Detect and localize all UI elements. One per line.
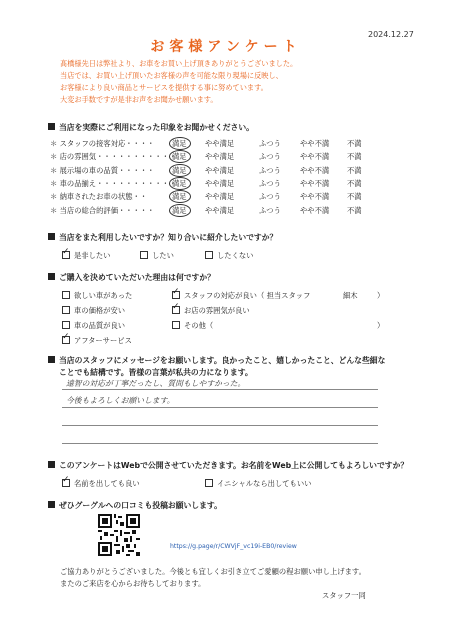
q3-staff-name: 細木 xyxy=(343,291,358,300)
rating-option[interactable]: やや満足 xyxy=(205,152,235,162)
asterisk-icon: ＊ xyxy=(50,192,60,202)
rating-option[interactable]: 不満 xyxy=(347,165,362,175)
square-bullet-icon xyxy=(48,273,55,280)
rating-row-label: 展示場の車の品質・・・・・ xyxy=(59,165,155,175)
rating-option[interactable]: やや不満 xyxy=(300,192,330,202)
selected-circle-icon xyxy=(169,150,191,163)
checkbox-icon[interactable] xyxy=(205,479,213,487)
q5-option-1[interactable]: ✓名前を出しても良い xyxy=(62,479,140,489)
q3-left-option-3[interactable]: 車の品質が良い xyxy=(62,321,125,331)
message-line-2 xyxy=(62,407,378,408)
rating-option[interactable]: 満足 xyxy=(172,152,187,162)
q3-left-option-1[interactable]: 欲しい車があった xyxy=(62,291,132,301)
asterisk-icon: ＊ xyxy=(50,139,60,148)
q3-right-option-3[interactable]: その他（ xyxy=(172,321,213,331)
rating-option[interactable]: やや満足 xyxy=(205,139,235,148)
rating-option[interactable]: やや満足 xyxy=(205,165,235,175)
rating-option[interactable]: ふつう xyxy=(259,192,281,202)
rating-row-2 xyxy=(50,152,176,162)
rating-row-label: 当店の総合的評価・・・・・ xyxy=(59,205,155,215)
q1-heading: 当店を実際にご利用になった印象をお聞かせください。 xyxy=(48,122,254,133)
checkbox-checked-icon[interactable] xyxy=(172,306,180,314)
rating-option[interactable]: やや不満 xyxy=(300,178,330,188)
intro-line-2: 当店では、お買い上げ頂いたお客様の声を可能な限り現場に反映し、 xyxy=(60,71,283,80)
q2-option-3[interactable]: したくない xyxy=(205,251,253,261)
rating-option[interactable]: 不満 xyxy=(347,205,362,215)
checkbox-checked-icon[interactable] xyxy=(62,251,70,259)
rating-row-1 xyxy=(50,139,154,149)
rating-option[interactable]: 不満 xyxy=(347,192,362,202)
rating-option[interactable]: ふつう xyxy=(259,178,281,188)
page-title: お客様アンケート xyxy=(150,39,302,55)
square-bullet-icon xyxy=(48,461,55,468)
intro-line-3: お客様により良い商品とサービスを提供する事に努めています。 xyxy=(60,83,268,92)
square-bullet-icon xyxy=(48,233,55,240)
selected-circle-icon xyxy=(169,177,191,190)
handwritten-message-2[interactable]: 今後もよろしくお願いします。 xyxy=(66,396,175,405)
rating-option[interactable]: やや不満 xyxy=(300,205,330,215)
intro-line-4: 大変お手数ですが是非お声をお聞かせ願います。 xyxy=(60,95,218,104)
q3-heading: ご購入を決めていただいた理由は何ですか？ xyxy=(48,272,215,283)
rating-option[interactable]: ふつう xyxy=(259,165,281,175)
rating-option[interactable]: 不満 xyxy=(347,178,362,188)
rating-option[interactable]: 不満 xyxy=(347,152,362,162)
message-line-3 xyxy=(62,425,378,426)
rating-option[interactable]: やや満足 xyxy=(205,178,235,188)
asterisk-icon: ＊ xyxy=(50,205,60,215)
q6-heading: ぜひグーグルへの口コミも投稿お願いします。 xyxy=(48,500,222,511)
rating-row-6 xyxy=(50,206,154,216)
rating-row-label: 店の雰囲気・・・・・・・・・・・ xyxy=(59,152,177,162)
signature: スタッフ一同 xyxy=(322,591,366,600)
checkbox-icon[interactable] xyxy=(62,321,70,329)
q3-staff-close-paren: ） xyxy=(377,291,385,300)
q3-right-option-2[interactable]: ✓お店の雰囲気が良い xyxy=(172,306,250,316)
qr-code-icon[interactable] xyxy=(98,514,140,556)
rating-option[interactable]: 満足 xyxy=(172,178,187,188)
checkbox-checked-icon[interactable] xyxy=(62,479,70,487)
closing-line-1: ご協力ありがとうございました。今後とも宜しくお引き立てご愛顧の程お願い申し上げます。 xyxy=(60,567,366,576)
rating-option[interactable]: 満足 xyxy=(172,139,187,148)
message-line-1 xyxy=(62,389,378,390)
checkbox-icon[interactable] xyxy=(172,321,180,329)
message-line-4 xyxy=(62,443,378,444)
q4-heading: 当店のスタッフにメッセージをお願いします。良かったこと、嬉しかったこと、どんな些細な xyxy=(48,355,385,366)
checkbox-icon[interactable] xyxy=(140,251,148,259)
q3-left-option-2[interactable]: 車の価格が安い xyxy=(62,306,125,316)
intro-line-1: 髙橋様先日は弊社より、お車をお買い上げ頂きありがとうございました。 xyxy=(60,59,298,68)
review-url-link[interactable]: https://g.page/r/CWVjF_vc19i-EB0/review xyxy=(170,543,297,550)
rating-row-3 xyxy=(50,166,154,176)
rating-option[interactable]: やや不満 xyxy=(300,165,330,175)
rating-row-label: スタッフの接客対応・・・・ xyxy=(59,139,155,148)
selected-circle-icon xyxy=(169,190,191,203)
rating-row-label: 車の品揃え・・・・・・・・・・・ xyxy=(59,178,177,188)
rating-row-label: 納車されたお車の状態・・ xyxy=(59,192,148,202)
selected-circle-icon xyxy=(169,164,191,177)
square-bullet-icon xyxy=(48,356,55,363)
checkbox-icon[interactable] xyxy=(205,251,213,259)
q3-other-close-paren: ） xyxy=(377,321,385,330)
asterisk-icon: ＊ xyxy=(50,152,60,162)
rating-option[interactable]: 満足 xyxy=(172,205,187,215)
q2-heading: 当店をまた利用したいですか？知り合いに紹介したいですか？ xyxy=(48,232,277,243)
rating-row-4 xyxy=(50,179,176,189)
rating-option[interactable]: ふつう xyxy=(259,139,281,148)
q5-heading: このアンケートはWebで公開させていただきます。お名前をWeb上に公開してもよろしいですか？ xyxy=(48,460,408,471)
rating-option[interactable]: 満足 xyxy=(172,165,187,175)
asterisk-icon: ＊ xyxy=(50,178,60,188)
rating-option[interactable]: やや満足 xyxy=(205,205,235,215)
selected-circle-icon xyxy=(169,137,191,150)
closing-line-2: またのご来店を心からお待ちしております。 xyxy=(60,579,206,588)
q4-heading-line-2: ことでも結構です。皆様の言葉が私共の力になります。 xyxy=(59,368,253,377)
selected-circle-icon xyxy=(169,204,191,217)
q2-option-2[interactable]: したい xyxy=(140,251,174,261)
rating-option[interactable]: やや不満 xyxy=(300,152,330,162)
checkbox-icon[interactable] xyxy=(62,291,70,299)
square-bullet-icon xyxy=(48,123,55,130)
rating-option[interactable]: ふつう xyxy=(259,205,281,215)
checkbox-checked-icon[interactable] xyxy=(62,336,70,344)
handwritten-message-1[interactable]: 遠智の対応が丁寧だったし、質問もしやすかった。 xyxy=(66,379,246,388)
q3-right-option-1[interactable]: ✓スタッフの対応が良い（ 担当スタッフ xyxy=(172,291,310,301)
checkbox-checked-icon[interactable] xyxy=(172,291,180,299)
rating-row-5 xyxy=(50,192,147,202)
square-bullet-icon xyxy=(48,501,55,508)
q5-option-2[interactable]: イニシャルなら出してもいい xyxy=(205,479,311,489)
q2-option-1[interactable]: ✓是非したい xyxy=(62,251,110,261)
rating-option[interactable]: ふつう xyxy=(259,152,281,162)
rating-option[interactable]: 不満 xyxy=(347,139,362,148)
survey-date: 2024.12.27 xyxy=(368,30,414,39)
rating-option[interactable]: やや満足 xyxy=(205,192,235,202)
asterisk-icon: ＊ xyxy=(50,165,60,175)
rating-option[interactable]: 満足 xyxy=(172,192,187,202)
checkbox-icon[interactable] xyxy=(62,306,70,314)
q3-left-option-4[interactable]: ✓アフターサービス xyxy=(62,336,132,346)
rating-option[interactable]: やや不満 xyxy=(300,139,330,148)
